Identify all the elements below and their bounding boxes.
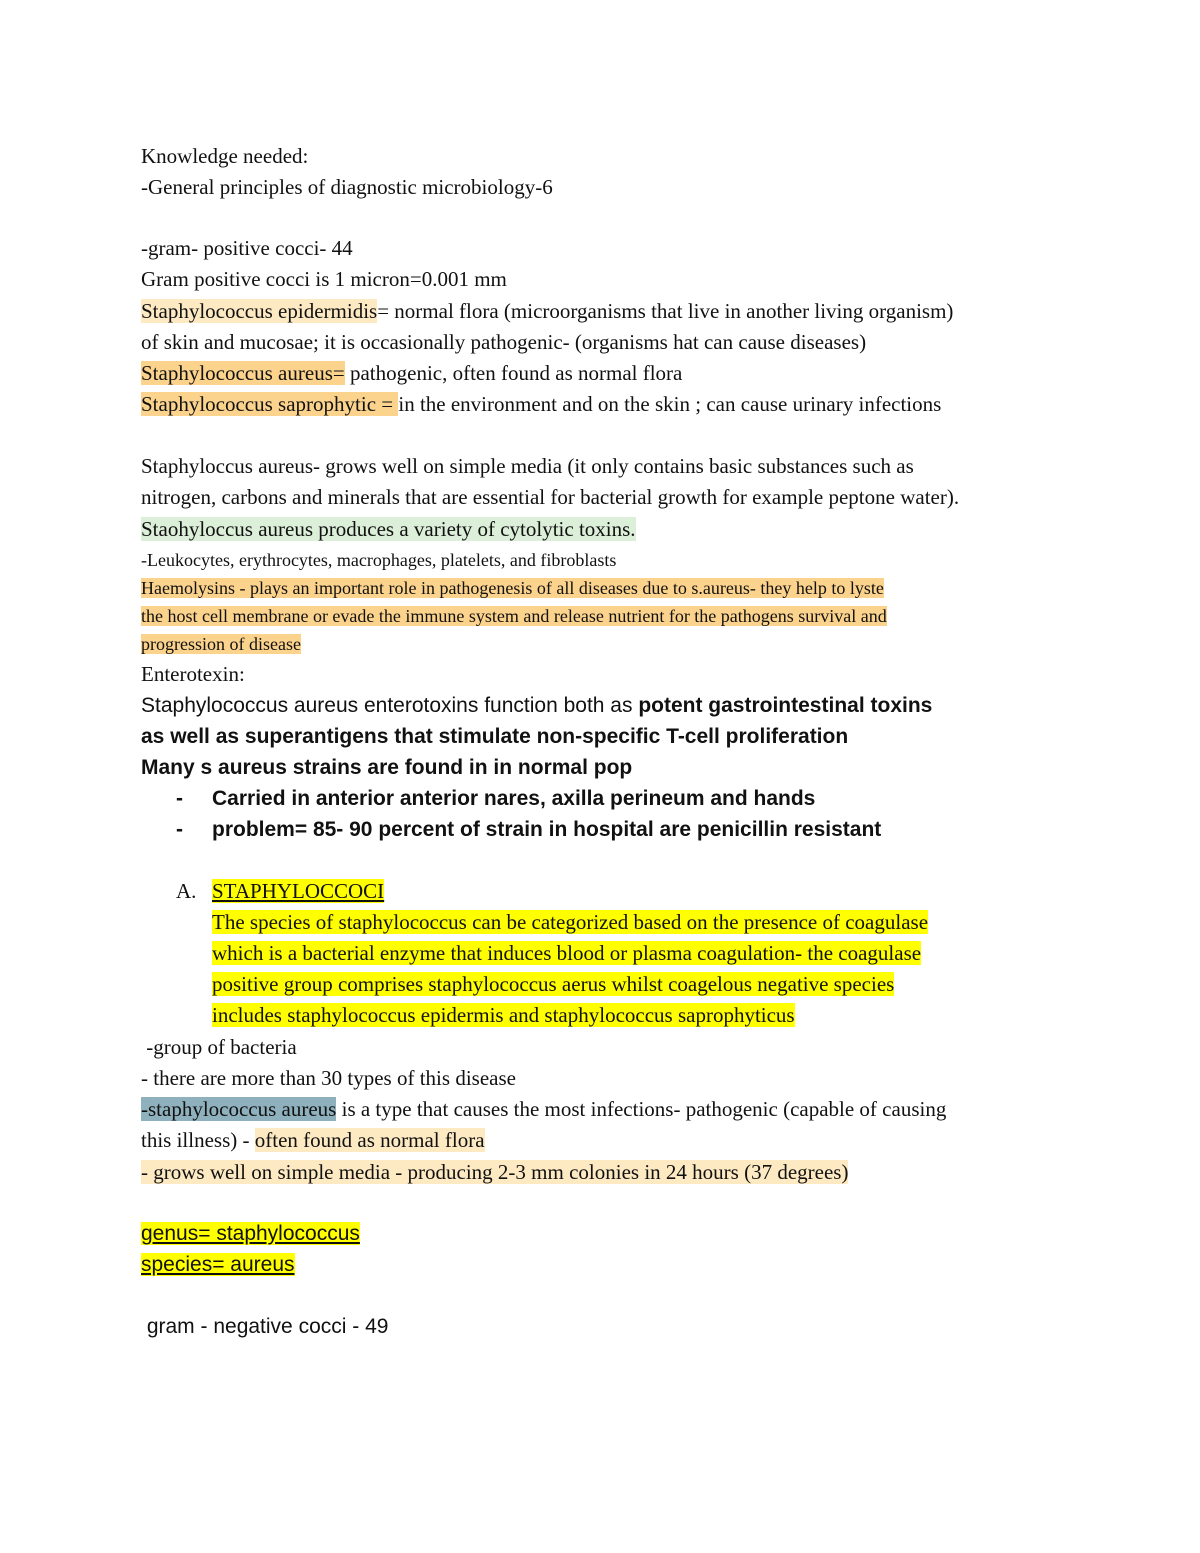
bullet-dash-1: - [176, 787, 183, 810]
haemolysins-highlight-2: the host cell membrane or evade the immune system and release nutrient for the pathogens survival and [141, 606, 887, 626]
haemolysins-line-3 [141, 630, 301, 658]
aureus-infections-line [141, 1094, 946, 1125]
saprophytic-definition: in the environment and on the skin ; can cause urinary infections [398, 392, 942, 416]
coagulase-line-4 [212, 1000, 795, 1031]
enterotoxin-bold: potent gastrointestinal toxins [638, 694, 933, 717]
media-line-1: Staphyloccus aureus- grows well on simple media (it only contains basic substances such as [141, 454, 914, 478]
enterotexin-heading: Enterotexin: [141, 662, 245, 686]
illness-plain: this illness) - [141, 1128, 255, 1152]
epidermidis-definition-cont: of skin and mucosae; it is occasionally pathogenic- (organisms hat can cause diseases) [141, 330, 867, 354]
aureus-infections-rest: is a type that causes the most infections- pathogenic (capable of causing [336, 1097, 947, 1121]
enterotoxin-plain: Staphylococcus aureus enterotoxins function both as [141, 694, 639, 717]
haemolysins-highlight-1: Haemolysins - plays an important role in pathogenesis of all diseases due to s.aureus- they help to lyste [141, 578, 884, 598]
toxins-highlight: Staohyloccus aureus produces a variety of cytolytic toxins. [141, 517, 636, 541]
section-title: STAPHYLOCCOCI [212, 879, 385, 903]
coagulase-highlight-2: which is a bacterial enzyme that induces blood or plasma coagulation- the coagulase [212, 941, 922, 965]
coagulase-highlight-3: positive group comprises staphylococcus aerus whilst coagelous negative species [212, 972, 895, 996]
haemolysins-line-1 [141, 574, 884, 602]
illness-line [141, 1125, 485, 1156]
epidermidis-definition: = normal flora (microorganisms that live in another living organism) [377, 299, 954, 323]
section-marker: A. [176, 879, 197, 903]
bullet-dash-2: - [176, 818, 183, 841]
epidermidis-term: Staphylococcus epidermidis [141, 299, 378, 323]
species-highlight: species= aureus [141, 1253, 295, 1276]
many-strains-line: Many s aureus strains are found in in normal pop [141, 756, 633, 779]
grows-line [141, 1157, 848, 1188]
saprophytic-term: Staphylococcus saprophytic = [141, 392, 399, 416]
enterotoxin-line-2: as well as superantigens that stimulate non-specific T-cell proliferation [141, 725, 849, 748]
gram-positive-size: Gram positive cocci is 1 micron=0.001 mm [141, 267, 507, 291]
grows-highlight: - grows well on simple media - producing 2-3 mm colonies in 24 hours (37 degrees) [141, 1160, 849, 1184]
types-line: - there are more than 30 types of this disease [141, 1066, 516, 1090]
epidermidis-line [141, 296, 953, 327]
group-line: -group of bacteria [141, 1035, 297, 1059]
coagulase-line-3 [212, 969, 894, 1000]
coagulase-line-2 [212, 938, 921, 969]
gram-positive-heading: -gram- positive cocci- 44 [141, 236, 353, 260]
media-line-2: nitrogen, carbons and minerals that are essential for bacterial growth for example peptone water). [141, 485, 960, 509]
aureus-term: Staphylococcus aureus= [141, 361, 345, 385]
knowledge-heading: Knowledge needed: [141, 144, 309, 168]
general-principles-line: -General principles of diagnostic microbiology-6 [141, 175, 553, 199]
gram-negative-heading: gram - negative cocci - 49 [141, 1315, 389, 1338]
aureus-definition: pathogenic, often found as normal flora [344, 361, 683, 385]
aureus-infections-term: -staphylococcus aureus [141, 1097, 337, 1121]
haemolysins-line-2 [141, 602, 887, 630]
species-line [141, 1249, 295, 1280]
coagulase-line-1 [212, 907, 928, 938]
section-title-line [212, 876, 384, 907]
coagulase-highlight-4: includes staphylococcus epidermis and staphylococcus saprophyticus [212, 1003, 795, 1027]
bullet-item-2: problem= 85- 90 percent of strain in hospital are penicillin resistant [212, 818, 882, 841]
saprophytic-line [141, 389, 941, 420]
coagulase-highlight-1: The species of staphylococcus can be categorized based on the presence of coagulase [212, 910, 929, 934]
toxins-line [141, 514, 636, 545]
illness-highlight: often found as normal flora [254, 1128, 485, 1152]
aureus-line [141, 358, 682, 389]
genus-line [141, 1218, 360, 1249]
haemolysins-highlight-3: progression of disease [141, 634, 301, 654]
genus-highlight: genus= staphylococcus [141, 1222, 360, 1245]
bullet-item-1: Carried in anterior anterior nares, axilla perineum and hands [212, 787, 816, 810]
enterotoxin-line-1 [141, 690, 932, 721]
cells-line: -Leukocytes, erythrocytes, macrophages, platelets, and fibroblasts [141, 550, 617, 570]
